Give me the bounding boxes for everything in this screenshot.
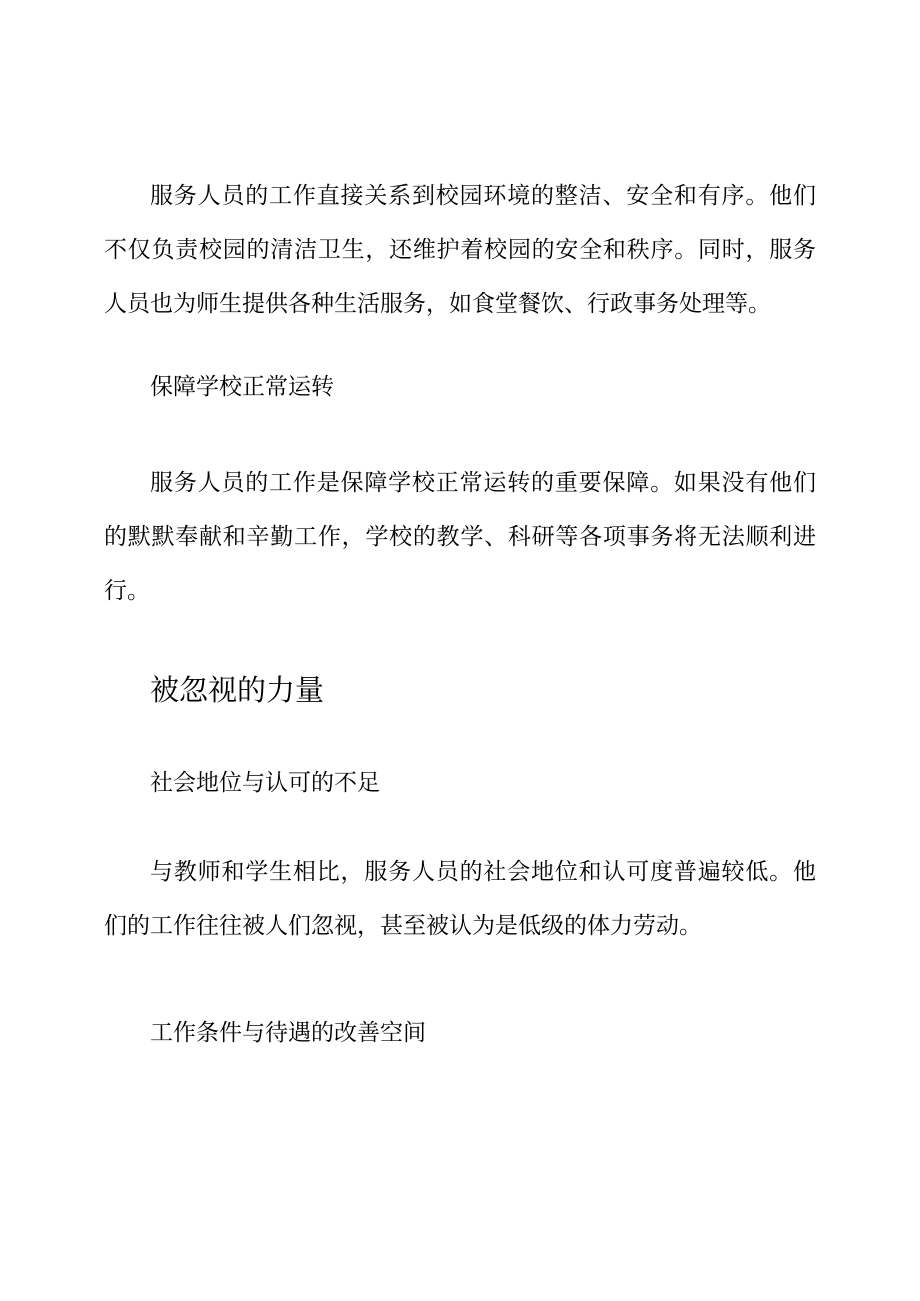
paragraph-social-status: 与教师和学生相比，服务人员的社会地位和认可度普遍较低。他们的工作往往被人们忽视，甚至被认为是低级的体力劳动。 bbox=[104, 859, 816, 939]
paragraph-operation-guarantee: 服务人员的工作是保障学校正常运转的重要保障。如果没有他们的默默奉献和辛勤工作，学校的教学、科研等各项事务将无法顺利进行。 bbox=[104, 470, 816, 604]
section-heading-ignored-power: 被忽视的力量 bbox=[150, 673, 325, 707]
section-heading-work-conditions: 工作条件与待遇的改善空间 bbox=[150, 1020, 426, 1046]
paragraph-service-role: 服务人员的工作直接关系到校园环境的整洁、安全和有序。他们不仅负责校园的清洁卫生，还维护着校园的安全和秩序。同时，服务人员也为师生提供各种生活服务，如食堂餐饮、行政事务处理等。 bbox=[104, 183, 816, 317]
section-heading-social-status: 社会地位与认可的不足 bbox=[150, 770, 380, 796]
section-heading-normal-operation: 保障学校正常运转 bbox=[150, 374, 334, 400]
